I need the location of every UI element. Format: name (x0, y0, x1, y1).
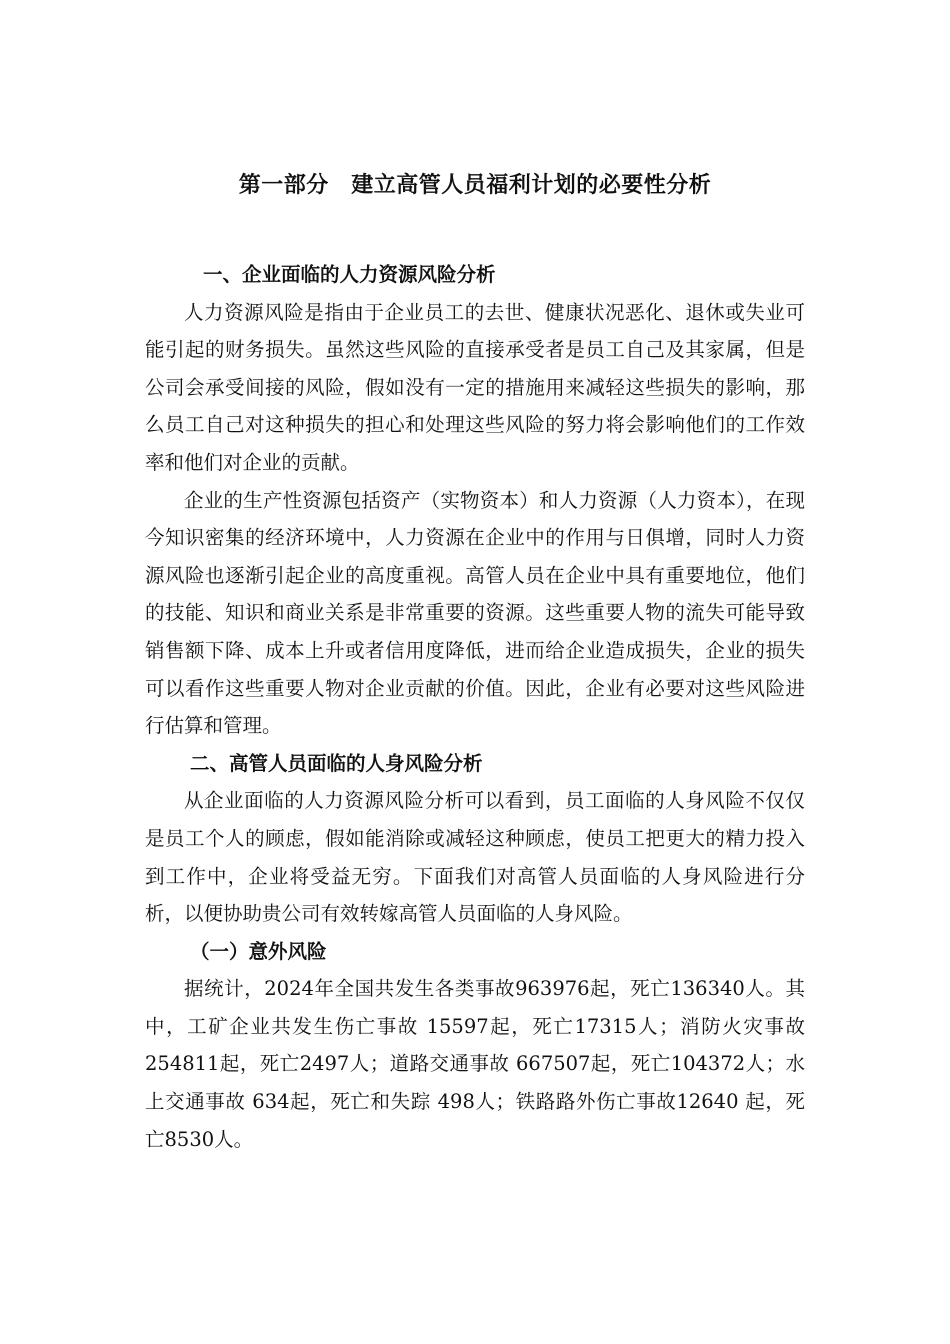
section-heading-hr-risk: 一、企业面临的人力资源风险分析 (203, 263, 496, 286)
document-body (145, 256, 805, 1158)
paragraph: 从企业面临的人力资源风险分析可以看到，员工面临的人身风险不仅仅是员工个人的顾虑，假如能消除或减轻这种顾虑，使员工把更大的精力投入到工作中，企业将受益无穷。下面我们对高管人员面临的人身风险进行分析，以便协助贵公司有效转嫁高管人员面临的人身风险。 (145, 789, 805, 926)
page-title: 第一部分 建立高管人员福利计划的必要性分析 (238, 173, 712, 198)
paragraph: 企业的生产性资源包括资产（实物资本）和人力资源（人力资本），在现今知识密集的经济环境中，人力资源在企业中的作用与日俱增，同时人力资源风险也逐渐引起企业的高度重视。高管人员在企业中具有重要地位，他们的技能、知识和商业关系是非常重要的资源。这些重要人物的流失可能导致销售额下降、成本上升或者信用度降低，进而给企业造成损失，企业的损失可以看作这些重要人物对企业贡献的价值。因此，企业有必要对这些风险进行估算和管理。 (145, 488, 805, 738)
paragraph: 据统计，2024年全国共发生各类事故963976起，死亡136340人。其中，工矿企业共发生伤亡事故 15597起，死亡17315人；消防火灾事故254811起，死亡2497人；道路交通事故 667507起，死亡104372人；水上交通事故 634起，死亡和失踪 498人；铁路路外伤亡事故12640 起，死亡8530人。 (145, 977, 805, 1151)
subsection-heading-accident-risk: （一）意外风险 (190, 939, 327, 963)
section-heading-personal-risk: 二、高管人员面临的人身风险分析 (190, 751, 483, 775)
paragraph: 人力资源风险是指由于企业员工的去世、健康状况恶化、退休或失业可能引起的财务损失。虽然这些风险的直接承受者是员工自己及其家属，但是公司会承受间接的风险，假如没有一定的措施用来减轻这些损失的影响，那么员工自己对这种损失的担心和处理这些风险的努力将会影响他们的工作效率和他们对企业的贡献。 (145, 300, 805, 474)
